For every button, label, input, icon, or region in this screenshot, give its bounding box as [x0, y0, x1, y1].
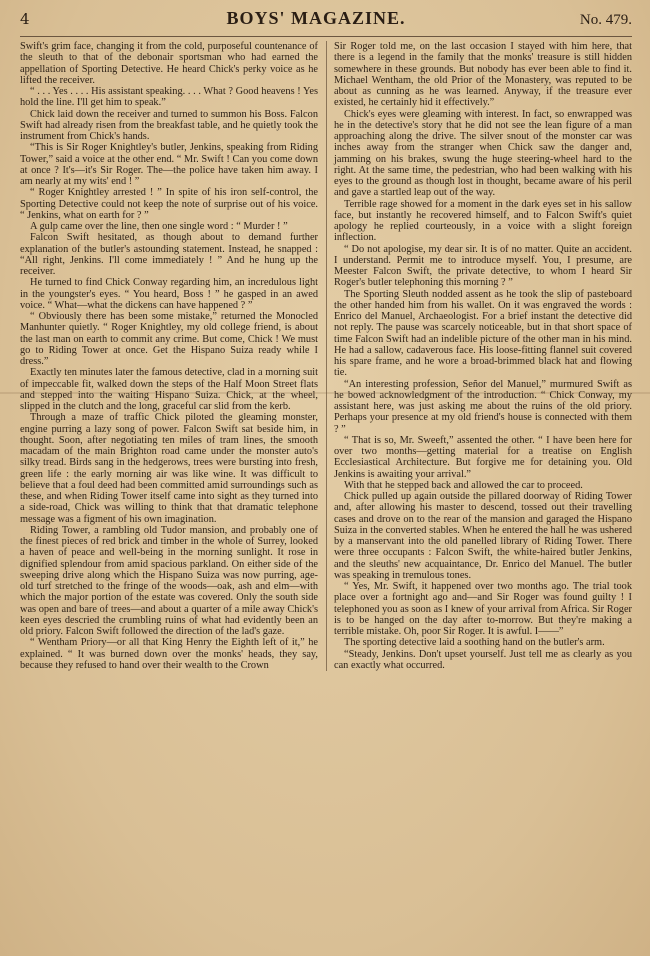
paragraph: “An interesting profession, Señor del Manuel,” murmured Swift as he bowed acknowledgment of the introduction. “ Chick Conway, my assistant here, was just asking me about the ruins of the old priory. Perhaps your presence at my old friend's house is connected with them ? ”: [334, 378, 632, 435]
paragraph: “ Yes, Mr. Swift, it happened over two months ago. The trial took place over a fortnight ago and—and Sir Roger was found guilty ! I telephoned you as soon as I knew of your arrival from Africa. Sir Roger is to be hanged on the day after to-morrow. But they're making a terrible mistake. Oh, poor Sir Roger. It is awful. I——”: [334, 581, 632, 637]
paragraph: With that he stepped back and allowed the car to proceed.: [344, 479, 583, 491]
paragraph: The Sporting Sleuth nodded assent as he took the slip of pasteboard the other handed him from his wallet. On it was engraved the words : Enrico del Manuel, Archaeologist. For a brief instant the detective did not reply. The pause was scarcely noticeable, but in that short space of time Falcon Swift had an indelible picture of the other man in his mind. He had a sallow, cadaverous face. His loose-fitting flannel suit covered his spare frame, and he wore a broad-brimmed black hat and flowing tie.: [334, 288, 632, 379]
magazine-title: BOYS' MAGAZINE.: [226, 8, 406, 28]
issue-number: No. 479.: [579, 12, 632, 28]
page-fold-crease: [0, 392, 650, 394]
article-columns: [20, 41, 632, 671]
paragraph: Terrible rage showed for a moment in the dark eyes set in his sallow face, but instantly he recovered himself, and to Falcon Swift's quiet apology he replied courteously, in a voice with a slight foreign inflection.: [334, 198, 632, 244]
paragraph: Swift's grim face, changing it from the cold, purposeful countenance of the sleuth to that of the debonair sportsman who had earned the appellation of Sporting Detective. He heard Chick's perky voice as he lifted the receiver.: [20, 41, 318, 86]
paragraph: Riding Tower, a rambling old Tudor mansion, and probably one of the finest pieces of red brick and timber in the whole of Surrey, looked a haven of peace and well-being in the morning sunlight. It rose in dignified splendour from amid spacious parkland. On either side of the sweeping drive along which the Hispano Suiza was now purring, age-old turf stretched to the fringe of the woods—oak, ash and elm—with which the major portion of the estate was covered. Only the south side was open and bare of trees—and about a quarter of a mile away Chick's keen eyes descried the crumbling ruins of what had evidently been an old priory. Falcon Swift followed the direction of the lad's gaze.: [20, 524, 318, 637]
page-number: 4: [20, 10, 30, 28]
paragraph: Chick pulled up again outside the pillared doorway of Riding Tower and, after allowing his master to descend, tossed out their travelling cases and drove on to the rear of the mansion and garaged the Hispano Suiza in the converted stables. When he entered the hall he was ushered by a manservant into the old panelled library of Riding Tower. There were three occupants : Falcon Swift, the white-haired butler Jenkins, and the sleuths' new acquaintance, Dr. Enrico del Manuel. The butler was speaking in tremulous tones.: [334, 491, 632, 581]
paragraph: “ Wentham Priory—or all that King Henry the Eighth left of it,” he explained. “ It was burned down over the monks' heads, they say, because they refused to hand over their wealth to the Crown: [20, 637, 318, 671]
paragraph: “ That is so, Mr. Sweeft,” assented the other. “ I have been here for over two months—getting material for a treatise on English Ecclesiastical Architecture. But forgive me for detaining you. Old Jenkins is awaiting your arrival.”: [334, 434, 632, 480]
page-header: [20, 8, 632, 37]
paragraph: Falcon Swift hesitated, as though about to demand further explanation of the butler's astounding statement. Instead, he snapped : “All right, Jenkins. I'll come immediately ! ” And he hung up the receiver.: [20, 232, 318, 277]
paragraph: “ . . . Yes . . . . His assistant speaking. . . . What ? Good heavens ! Yes hold the line. I'll get him to speak.”: [20, 86, 318, 109]
right-column: [330, 41, 632, 671]
left-column: [20, 41, 327, 671]
paragraph: A gulp came over the line, then one single word : “ Murder ! ”: [30, 221, 288, 232]
paragraph: Sir Roger told me, on the last occasion I stayed with him here, that there is a legend in the family that the monks' treasure is still hidden somewhere in these grounds. But nobody has ever been able to find it. Michael Wentham, the old Prior of the Monastery, was reputed to be about as cunning as he was learned. Anyway, if the treasure ever existed, he certainly hid it effectively.”: [334, 41, 632, 109]
paragraph: Through a maze of traffic Chick piloted the gleaming monster, engine purring a lazy song of power. Falcon Swift sat beside him, in thought. Soon, after negotiating ten miles of tram lines, the smooth macadam of the main Brighton road came under the monster auto's silky tread. Birds sang in the hedgerows, trees were bursting into fresh, green life : the early morning air was like wine. It was difficult to believe that a foul deed had been committed amid surroundings such as these, and when Riding Tower itself came into sight as they turned into a side-road, Chick was willing to think that that dramatic telephone message was a figment of his own imagination.: [20, 412, 318, 525]
paragraph: The sporting detective laid a soothing hand on the butler's arm.: [344, 637, 605, 649]
paragraph: “Steady, Jenkins. Don't upset yourself. Just tell me as clearly as you can exactly what occurred.: [334, 648, 632, 671]
paragraph: Exactly ten minutes later the famous detective, clad in a morning suit of impeccable fit, walked down the steps of the Half Moon Street flats and stepped into the waiting Hispano Suiza. Chick, at the wheel, slipped in the clutch and the long, graceful car slid from the kerb.: [20, 367, 318, 412]
paragraph: Chick laid down the receiver and turned to summon his Boss. Falcon Swift had already risen from the breakfast table, and he quietly took the instrument from Chick's hands.: [20, 108, 318, 142]
paragraph: “ Obviously there has been some mistake,” returned the Monocled Manhunter quietly. “ Roger Knightley, my old college friend, is about the last man on earth to commit any crime. But come, Chick ! We must go to Riding Tower at once. Get the Hispano Suiza ready while I dress.”: [20, 311, 318, 367]
paragraph: “ Do not apologise, my dear sir. It is of no matter. Quite an accident. I understand. Permit me to introduce myself. You, I presume, are Meester Falcon Swift, the private detective, to whom I heard Sir Roger's butler telephoning this morning ? ”: [334, 243, 632, 289]
paragraph: He turned to find Chick Conway regarding him, an incredulous light in the youngster's eyes. “ You heard, Boss ! ” he gasped in an awed voice. “ What—what the dickens can have happened ? ”: [20, 277, 318, 311]
paragraph: Chick's eyes were gleaming with interest. In fact, so enwrapped was he in the detective's story that he did not see the lean figure of a man approaching along the drive. The silver snout of the monster car was inches away from the stranger when Chick saw the danger and, jamming on his brakes, swung the huge steering-wheel hard to the right. At the same time, the pedestrian, who had been walking with his eyes to the ground as though lost in thought, became aware of his peril and gave a startled leap out of the way.: [334, 108, 632, 199]
paragraph: “This is Sir Roger Knightley's butler, Jenkins, speaking from Riding Tower,” said a voice at the other end. “ Mr. Swift ! Can you come down at once ? It's—it's Sir Roger. The—the police have taken him away. I am nearly at my wits' end ! ”: [20, 142, 318, 187]
paragraph: “ Roger Knightley arrested ! ” In spite of his iron self-control, the Sporting Detective could not keep the note of surprise out of his voice. “ Jenkins, what on earth for ? ”: [20, 187, 318, 221]
